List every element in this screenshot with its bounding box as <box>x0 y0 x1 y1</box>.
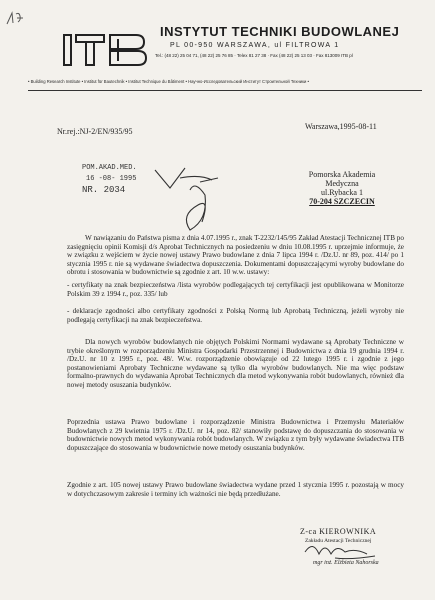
organization-name: INSTYTUT TECHNIKI BUDOWLANEJ <box>160 24 400 39</box>
reference-number: Nr.rej.:NJ-2/EN/935/95 <box>57 127 133 136</box>
received-stamp <box>82 163 137 196</box>
stamp-line-1: POM.AKAD.MED. <box>82 164 137 172</box>
letterhead-divider <box>28 90 422 91</box>
organization-languages: • Building Research Institute • Institut für Bautechnik • Institut Technique du Bâtiment • Научно-Исследовательский Институт Строительной Техники • <box>28 79 309 84</box>
body-paragraph-4: Poprzednia ustawa Prawo budowlane i rozporządzenie Ministra Budownictwa i Przemysłu Materiałów Budowlanych z 29 kwietnia 1975 r. /Dz.U. nr 14, poz. 82/ stanowiły podstawę do dopuszczania do stosowania w budownictwie nowych metod wykonywania robót budowlanych. W związku z tym były wydawane świadectwa ITB dopuszczające do stosowania w budownictwie nowe metody osuszania budynków. <box>67 418 404 452</box>
body-bullet-2: - deklaracje zgodności albo certyfikaty zgodności z Polską Normą lub Aprobatą Techniczną, jeżeli wyroby nie podlegają certyfikacji na znak bezpieczeństwa. <box>67 307 404 324</box>
organization-contact: Tel.: (48 22) 25 04 71, (48 22) 25 76 85 · Telex 81 27 38 · Fax (48 22) 25 13 03 · Fax 813009 ITB pl <box>155 53 353 58</box>
letter-date: Warszawa,1995-08-11 <box>305 122 377 131</box>
organization-address: PL 00-950 WARSZAWA, ul FILTROWA 1 <box>170 42 340 49</box>
recipient-line-2: Medyczna <box>325 179 359 188</box>
signatory-name: mgr inż. Elżbieta Nahorska <box>313 560 379 566</box>
recipient-line-1: Pomorska Akademia <box>308 170 376 179</box>
body-bullet-1: - certyfikaty na znak bezpieczeństwa /lista wyrobów podlegających tej certyfikacji jest opublikowana w Monitorze Polskim 39 z 1994 r., poz. 335/ lub <box>67 281 404 298</box>
signatory-title: Z-ca KIEROWNIKA <box>300 527 377 536</box>
stamp-line-2: 16 -08- 1995 <box>86 175 137 183</box>
handwritten-annotation <box>150 160 240 240</box>
recipient-line-3: ul.Rybacka 1 <box>321 188 363 197</box>
recipient-line-4: 70-204 SZCZECIN <box>309 197 375 206</box>
body-paragraph-5: Zgodnie z art. 105 nowej ustawy Prawo budowlane świadectwa wydane przed 1 stycznia 1995 r. pozostają w mocy w dotychczasowym zakresie i terminy ich ważności nie będą przedłużane. <box>67 481 404 498</box>
stamp-line-3: NR. 2034 <box>82 185 126 195</box>
recipient-address <box>287 170 397 206</box>
signatory-department: Zakładu Atestacji Technicznej <box>305 538 372 544</box>
body-paragraph-1: W nawiązaniu do Państwa pisma z dnia 4.07.1995 r., znak T-2232/145/95 Zakład Atestacji Technicznej ITB po zasięgnięciu opinii Komisji d/s Aprobat Technicznych na posiedzeniu w dniu 10.08.1995 r. uprzejmie informuje, że w związku z wejściem w życie nowej ustawy Prawo budowlane z dnia 7 lipca 1994 r. /Dz.U. nr 89, poz. 414/ po 1 stycznia 1995 r. nie są wydawane świadectwa dopuszczenia. Dokumentami dopuszczającymi wyroby budowlane do obrotu i stosowania w budownictwie są zgodnie z art. 10 w.w. ustawy: <box>67 234 404 276</box>
body-paragraph-3: Dla nowych wyrobów budowlanych nie objętych Polskimi Normami wydawane są Aprobaty Techniczne w trybie określonym w rozporządzeniu Ministra Gospodarki Przestrzennej i Budownictwa z dnia 19 grudnia 1994 r. /Dz.U. nr 10 z 1995 r., poz. 48/. W.w. rozporządzenie obowiązuje od 22 lutego 1995 r. i zgodnie z jego postanowieniami Aprobaty Techniczne wydawane są tylko dla wyrobów budowlanych. Nie ma więc podstaw formalno-prawnych do wydawania Aprobat Technicznych dla metod wykonywania robót budowlanych, również dla nowej metody osuszania budynków. <box>67 338 404 389</box>
handwritten-note-mark <box>4 10 26 28</box>
itb-logo <box>62 33 148 67</box>
